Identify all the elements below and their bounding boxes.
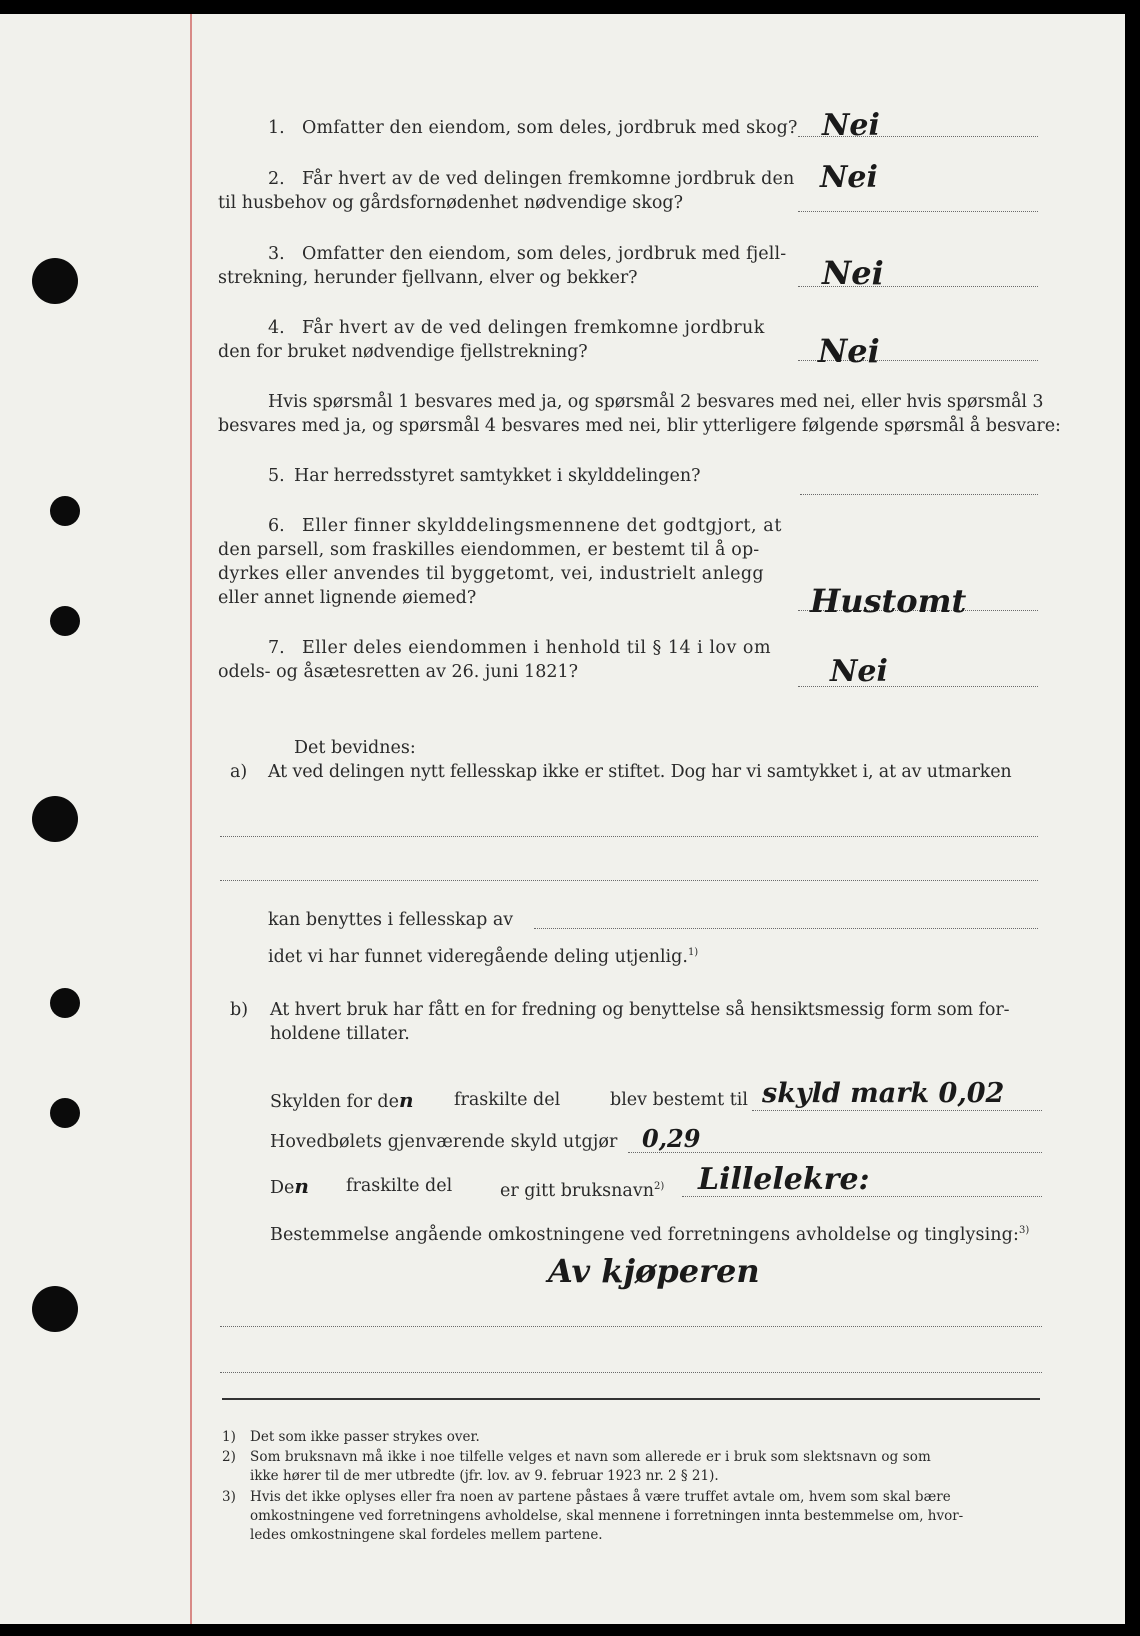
question-text: den for bruket nødvendige fjellstrekning? bbox=[218, 342, 588, 362]
bevidnes-heading: Det bevidnes: bbox=[294, 738, 416, 758]
punch-hole bbox=[50, 496, 80, 526]
handwritten-suffix: n bbox=[294, 1174, 309, 1198]
punch-hole bbox=[50, 606, 80, 636]
document-page bbox=[0, 14, 1125, 1624]
footnote-mark: 2) bbox=[222, 1449, 236, 1465]
item-a-text: At ved delingen nytt fellesskap ikke er stiftet. Dog har vi samtykket i, at av utmarken bbox=[268, 762, 1012, 782]
skyld-label-text: er gitt bruksnavn bbox=[500, 1180, 654, 1201]
footnote-rule bbox=[222, 1398, 1040, 1400]
footnote-text: omkostningene ved forretningens avholdelse, skal mennene i forretningen innta bestemmelse om, hvor- bbox=[250, 1508, 964, 1524]
footnote-text: Det som ikke passer strykes over. bbox=[250, 1429, 480, 1445]
utjenlig-label: idet vi har funnet videregående deling utjenlig. bbox=[268, 946, 688, 967]
answer-line bbox=[798, 211, 1038, 212]
question-text: Omfatter den eiendom, som deles, jordbruk med skog? bbox=[302, 118, 798, 138]
footnote-text: ikke hører til de mer utbredte (jfr. lov. av 9. februar 1923 nr. 2 § 21). bbox=[250, 1468, 719, 1484]
footnote-text: Hvis det ikke oplyses eller fra noen av partene påstaes å være truffet avtale om, hvem som skal bære bbox=[250, 1489, 951, 1505]
question-number: 2. bbox=[268, 169, 285, 189]
item-b-text: holdene tillater. bbox=[270, 1024, 410, 1044]
blank-line bbox=[220, 880, 1038, 881]
footnote-ref: 1) bbox=[687, 947, 699, 958]
footnote-mark: 1) bbox=[222, 1429, 236, 1445]
punch-hole bbox=[50, 1098, 80, 1128]
fellesskap-line bbox=[534, 928, 1038, 929]
question-text: strekning, herunder fjellvann, elver og bekker? bbox=[218, 268, 638, 288]
answer-handwritten: Nei bbox=[818, 332, 880, 370]
question-text: Har herredsstyret samtykket i skylddelingen? bbox=[294, 466, 701, 486]
skyld-label: blev bestemt til bbox=[610, 1090, 748, 1110]
condition-text: besvares med ja, og spørsmål 4 besvares med nei, blir ytterligere følgende spørsmål å besvare: bbox=[218, 416, 1061, 436]
skyld-label: fraskilte del bbox=[346, 1176, 453, 1196]
question-text: Får hvert av de ved delingen fremkomne jordbruk den bbox=[302, 169, 795, 189]
question-number: 7. bbox=[268, 638, 285, 658]
punch-hole bbox=[32, 1286, 78, 1332]
question-text: den parsell, som fraskilles eiendommen, er bestemt til å op- bbox=[218, 540, 760, 560]
question-number: 3. bbox=[268, 244, 285, 264]
question-text: til husbehov og gårdsfornødenhet nødvendige skog? bbox=[218, 193, 683, 213]
footnote-text: Som bruksnavn må ikke i noe tilfelle velges et navn som allerede er i bruk som slektsnavn og som bbox=[250, 1449, 931, 1465]
answer-line bbox=[752, 1110, 1042, 1111]
answer-handwritten: Nei bbox=[822, 108, 880, 143]
question-text: Eller finner skylddelingsmennene det godtgjort, at bbox=[302, 516, 782, 536]
footnote-ref: 2) bbox=[654, 1181, 665, 1192]
skyld-label bbox=[500, 1174, 664, 1204]
skyld-label: Hovedbølets gjenværende skyld utgjør bbox=[270, 1132, 618, 1152]
condition-text: Hvis spørsmål 1 besvares med ja, og spørsmål 2 besvares med nei, eller hvis spørsmål 3 bbox=[268, 392, 1044, 412]
skyld-label: fraskilte del bbox=[454, 1090, 561, 1110]
punch-hole bbox=[32, 796, 78, 842]
blank-line bbox=[220, 1372, 1042, 1373]
item-label-a: a) bbox=[230, 762, 248, 782]
answer-handwritten: Nei bbox=[820, 160, 878, 195]
question-text: Omfatter den eiendom, som deles, jordbruk med fjell- bbox=[302, 244, 787, 264]
answer-handwritten: Av kjøperen bbox=[548, 1252, 760, 1290]
punch-hole bbox=[50, 988, 80, 1018]
footnote-ref: 3) bbox=[1018, 1225, 1030, 1236]
question-text: odels- og åsætesretten av 26. juni 1821? bbox=[218, 662, 578, 682]
answer-handwritten: Lillelekre: bbox=[698, 1162, 870, 1197]
answer-handwritten: Hustomt bbox=[810, 582, 967, 620]
question-text: eller annet lignende øiemed? bbox=[218, 588, 477, 608]
question-number: 1. bbox=[268, 118, 285, 138]
item-b-text: At hvert bruk har fått en for fredning og benyttelse så hensiktsmessig form som for- bbox=[270, 1000, 1010, 1020]
answer-handwritten: Nei bbox=[830, 654, 888, 689]
question-text: Eller deles eiendommen i henhold til § 14 i lov om bbox=[302, 638, 772, 658]
skyld-label bbox=[270, 1174, 309, 1201]
margin-line bbox=[190, 14, 192, 1624]
punch-hole bbox=[32, 258, 78, 304]
answer-line bbox=[800, 494, 1038, 495]
skyld-label-text: De bbox=[270, 1178, 295, 1198]
skyld-label bbox=[270, 1088, 414, 1115]
answer-handwritten: Nei bbox=[822, 254, 884, 292]
question-number: 6. bbox=[268, 516, 285, 536]
handwritten-suffix: n bbox=[398, 1088, 414, 1112]
blank-line bbox=[220, 836, 1038, 837]
question-number: 4. bbox=[268, 318, 285, 338]
skyld-label-text: Bestemmelse angående omkostningene ved forretningens avholdelse og tinglysing: bbox=[270, 1224, 1019, 1245]
answer-handwritten: 0,29 bbox=[642, 1124, 701, 1153]
skyld-label-text: Skylden for de bbox=[270, 1092, 399, 1112]
question-text: Får hvert av de ved delingen fremkomne jordbruk bbox=[302, 318, 765, 338]
answer-handwritten: skyld mark 0,02 bbox=[762, 1078, 1005, 1109]
question-text: dyrkes eller anvendes til byggetomt, vei, industrielt anlegg bbox=[218, 564, 764, 584]
question-number: 5. bbox=[268, 466, 285, 486]
fellesskap-text: kan benyttes i fellesskap av bbox=[268, 910, 514, 930]
utjenlig-text bbox=[268, 940, 698, 970]
footnote-text: ledes omkostningene skal fordeles mellem partene. bbox=[250, 1527, 603, 1543]
item-label-b: b) bbox=[230, 1000, 249, 1020]
footnote-mark: 3) bbox=[222, 1489, 236, 1505]
skyld-label bbox=[270, 1218, 1029, 1248]
blank-line bbox=[220, 1326, 1042, 1327]
